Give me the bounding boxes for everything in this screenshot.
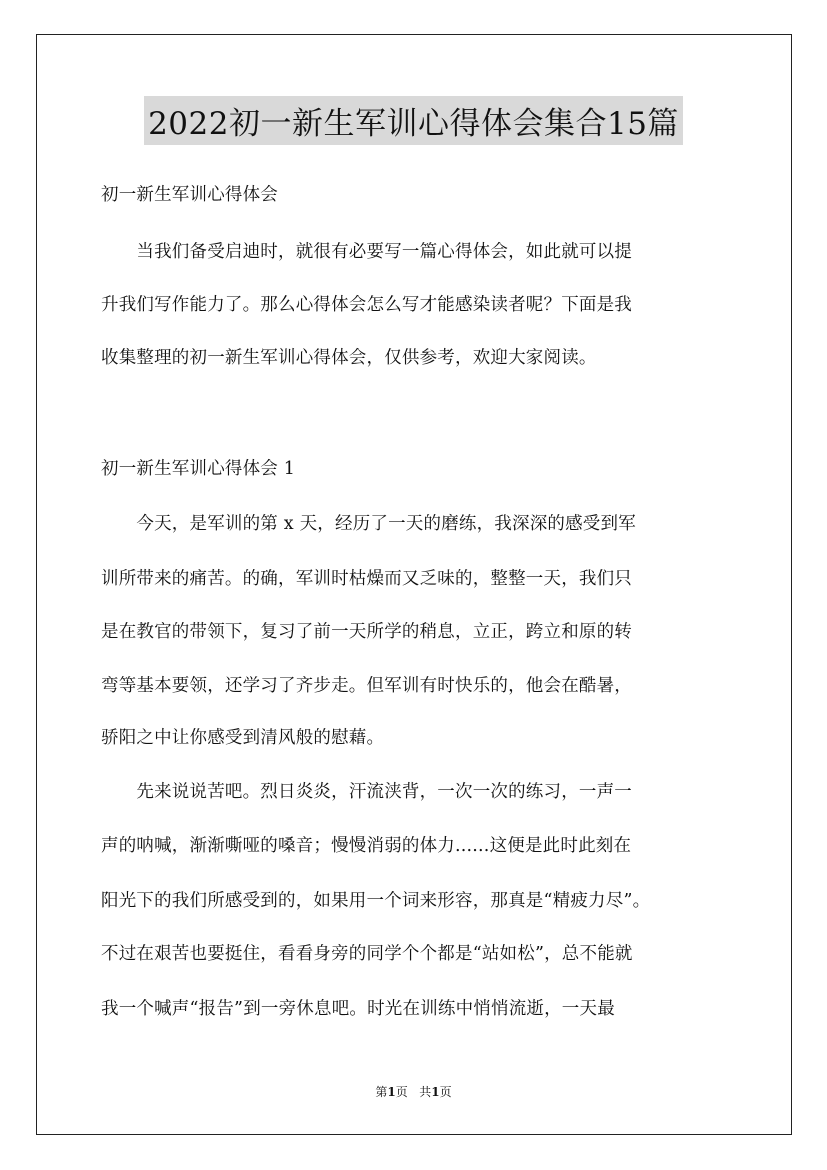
page-number: 1	[387, 1085, 396, 1099]
page-label-prefix: 第	[375, 1085, 388, 1099]
document-title	[0, 96, 827, 145]
total-label-prefix: 共	[419, 1085, 432, 1099]
text-line: 是在教官的带领下，复习了前一天所学的稍息，立正，跨立和原的转	[101, 622, 632, 642]
text-line: 不过在艰苦也要挺住，看看身旁的同学个个都是“站如松”，总不能就	[101, 944, 633, 964]
text-line: 阳光下的我们所感受到的，如果用一个词来形容，那真是“精疲力尽”。	[101, 891, 651, 911]
text-line: 初一新生军训心得体会 1	[101, 459, 296, 479]
text-line: 今天，是军训的第 x 天，经历了一天的磨练，我深深的感受到军	[101, 514, 636, 534]
title-text: 2022初一新生军训心得体会集合15篇	[144, 96, 683, 145]
page-label-suffix: 页	[395, 1085, 408, 1099]
text-line: 先来说说苦吧。烈日炎炎，汗流浃背，一次一次的练习，一声一	[101, 782, 632, 802]
text-line: 声的呐喊，渐渐嘶哑的嗓音；慢慢消弱的体力......这便是此时此刻在	[101, 836, 632, 856]
text-line: 初一新生军训心得体会	[101, 185, 278, 205]
text-line: 当我们备受启迪时，就很有必要写一篇心得体会，如此就可以提	[101, 242, 632, 262]
total-pages: 1	[431, 1085, 440, 1099]
text-line: 我一个喊声“报告”到一旁休息吧。时光在训练中悄悄流逝，一天最	[101, 999, 615, 1019]
text-line: 收集整理的初一新生军训心得体会，仅供参考，欢迎大家阅读。	[101, 348, 597, 368]
total-label-suffix: 页	[439, 1085, 452, 1099]
page-footer	[0, 1083, 827, 1100]
text-line: 弯等基本要领，还学习了齐步走。但军训有时快乐的，他会在酷暑，	[101, 676, 632, 696]
text-line: 训所带来的痛苦。的确，军训时枯燥而又乏味的，整整一天，我们只	[101, 569, 632, 589]
text-line: 骄阳之中让你感受到清风般的慰藉。	[101, 728, 385, 748]
text-line: 升我们写作能力了。那么心得体会怎么写才能感染读者呢？下面是我	[101, 295, 632, 315]
